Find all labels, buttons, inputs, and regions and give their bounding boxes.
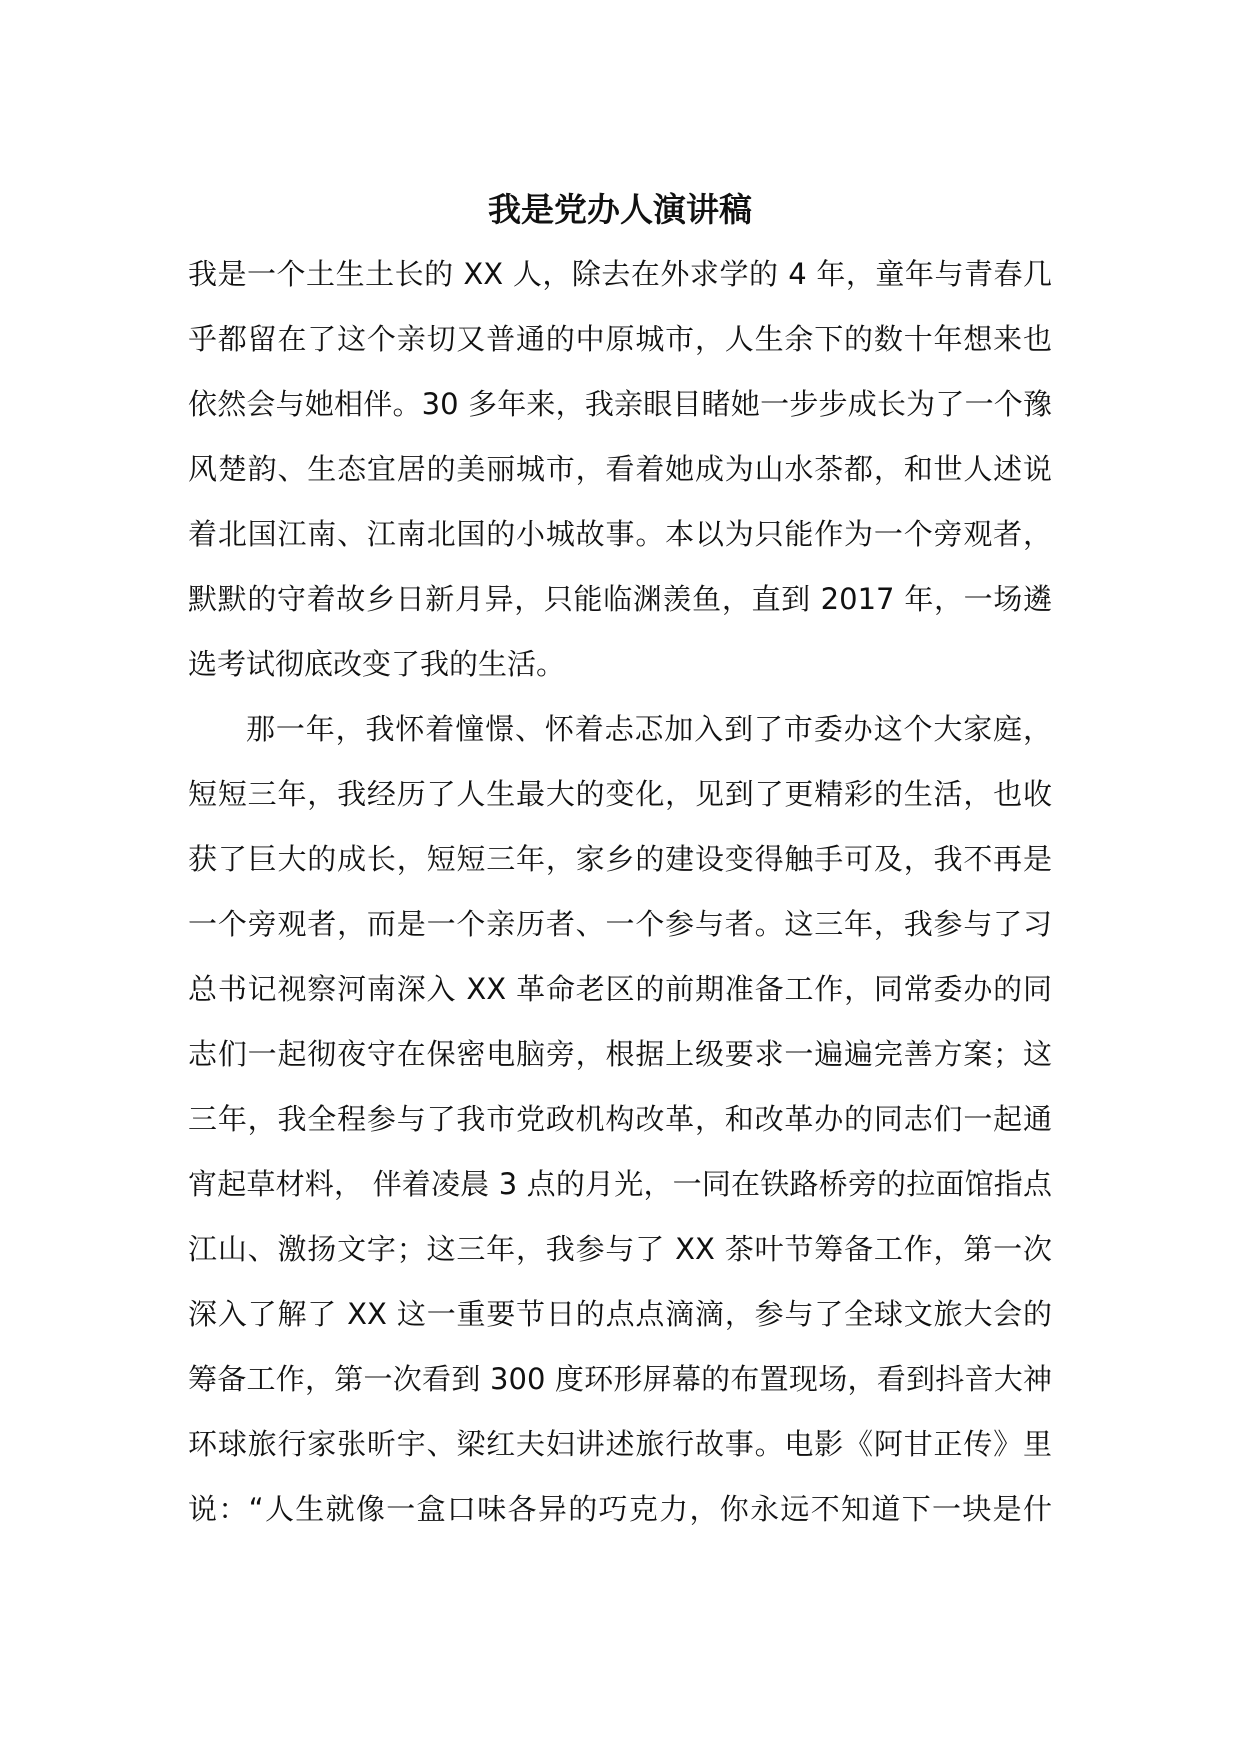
text-line: 总书记视察河南深入 XX 革命老区的前期准备工作，同常委办的同 (188, 972, 1052, 1006)
text-line: 短短三年，我经历了人生最大的变化，见到了更精彩的生活，也收 (188, 777, 1052, 811)
text-line: 三年，我全程参与了我市党政机构改革，和改革办的同志们一起通 (188, 1102, 1052, 1136)
document-title: 我是党办人演讲稿 (488, 190, 752, 229)
text-line: 说：“人生就像一盒口味各异的巧克力，你永远不知道下一块是什 (188, 1492, 1052, 1526)
text-line: 选考试彻底改变了我的生活。 (188, 647, 566, 681)
text-line: 环球旅行家张昕宇、梁红夫妇讲述旅行故事。电影《阿甘正传》里 (188, 1427, 1052, 1461)
text-line: 风楚韵、生态宜居的美丽城市，看着她成为山水茶都，和世人述说 (188, 452, 1052, 486)
text-line: 着北国江南、江南北国的小城故事。本以为只能作为一个旁观者， (188, 517, 1052, 551)
text-line: 江山、激扬文字；这三年，我参与了 XX 茶叶节筹备工作，第一次 (188, 1232, 1052, 1266)
document-body (188, 177, 1052, 1542)
text-line: 我是一个土生土长的 XX 人，除去在外求学的 4 年，童年与青春几 (188, 257, 1052, 291)
text-line: 依然会与她相伴。30 多年来，我亲眼目睹她一步步成长为了一个豫 (188, 387, 1052, 421)
text-line: 志们一起彻夜守在保密电脑旁，根据上级要求一遍遍完善方案；这 (188, 1037, 1052, 1071)
paragraph-1 (188, 242, 1052, 697)
paragraph-2 (188, 697, 1052, 1542)
text-line: 获了巨大的成长，短短三年，家乡的建设变得触手可及，我不再是 (188, 842, 1052, 876)
text-line: 一个旁观者，而是一个亲历者、一个参与者。这三年，我参与了习 (188, 907, 1052, 941)
text-line: 那一年，我怀着憧憬、怀着忐忑加入到了市委办这个大家庭， (246, 712, 1052, 746)
text-line: 默默的守着故乡日新月异，只能临渊羡鱼，直到 2017 年，一场遴 (188, 582, 1052, 616)
text-line: 乎都留在了这个亲切又普通的中原城市，人生余下的数十年想来也 (188, 322, 1052, 356)
text-line: 筹备工作，第一次看到 300 度环形屏幕的布置现场，看到抖音大神 (188, 1362, 1052, 1396)
text-line: 宵起草材料， 伴着凌晨 3 点的月光，一同在铁路桥旁的拉面馆指点 (188, 1167, 1052, 1201)
text-line: 深入了解了 XX 这一重要节日的点点滴滴，参与了全球文旅大会的 (188, 1297, 1052, 1331)
